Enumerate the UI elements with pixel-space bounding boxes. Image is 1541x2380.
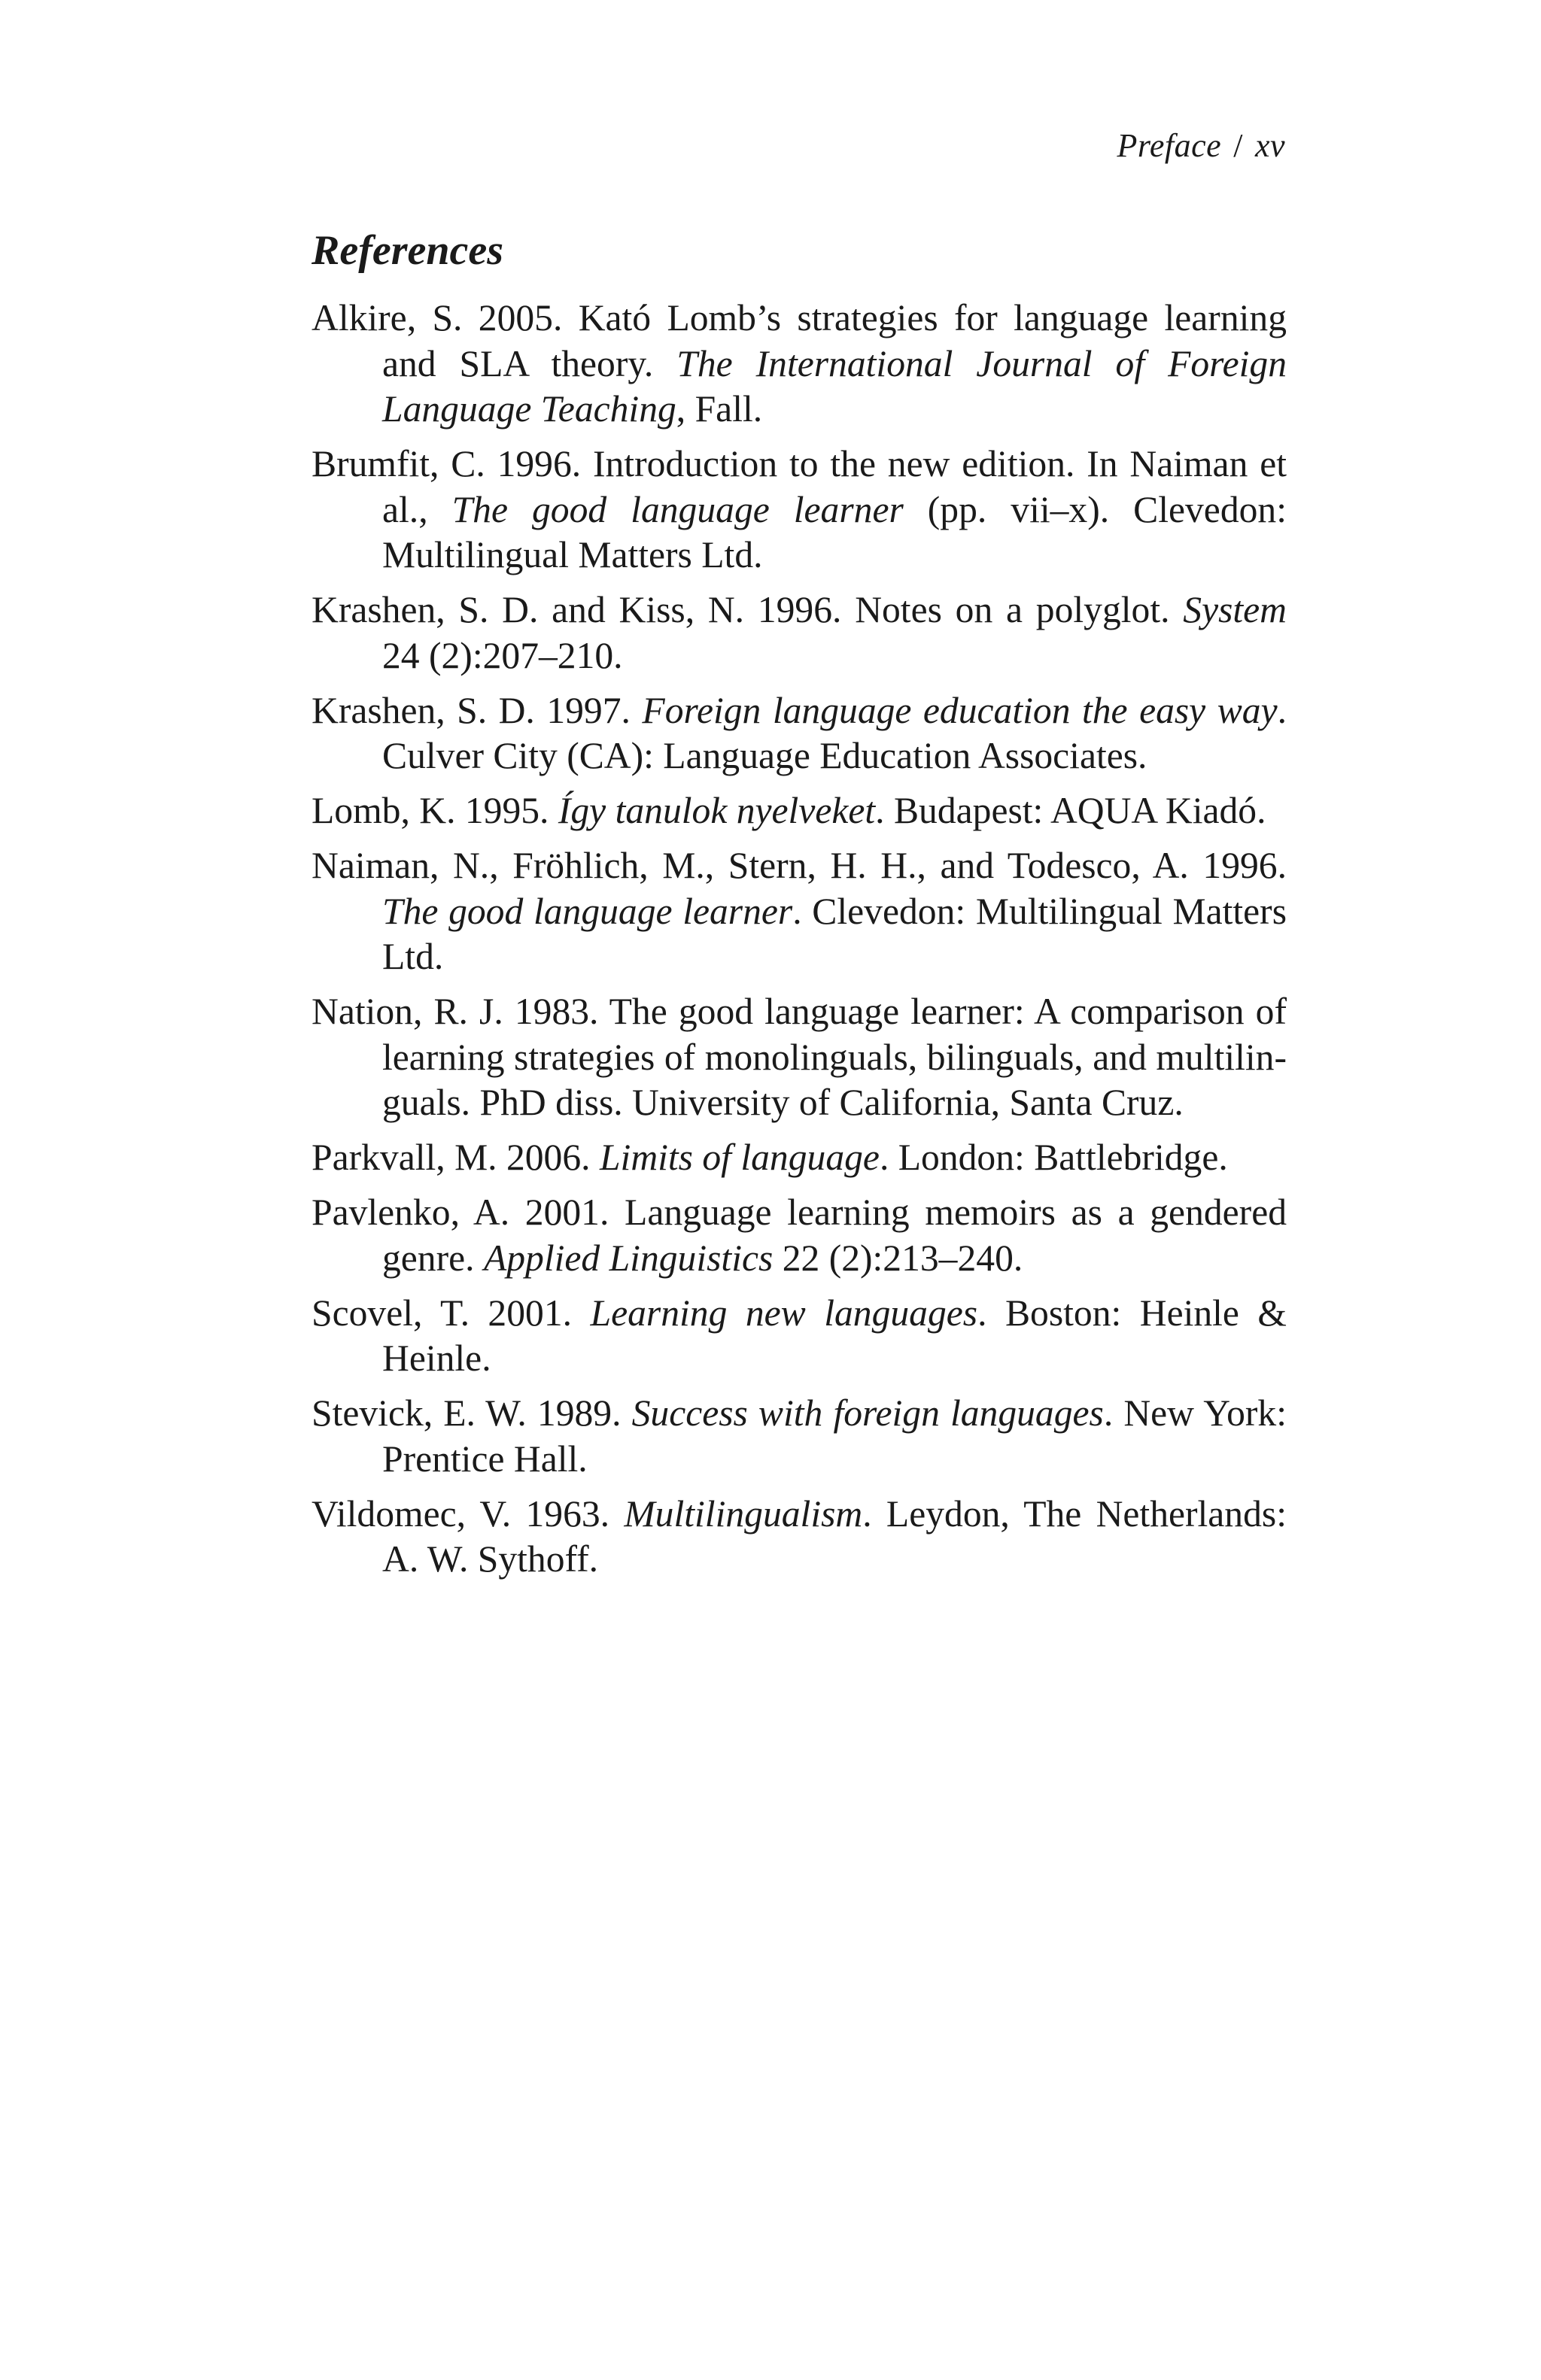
reference-text: Lomb, K. 1995. <box>312 790 558 832</box>
reference-entry <box>312 1135 1287 1181</box>
reference-text: . Culver City (CA): Language Education Associates. <box>382 689 1287 777</box>
references-section <box>312 226 1287 1592</box>
reference-title-italic: The good language learner <box>451 488 904 530</box>
running-head-separator: / <box>1233 127 1243 164</box>
reference-entry <box>312 1291 1287 1382</box>
reference-text: Nation, R. J. 1983. The good language learner: A comparison of learning strategies of monolinguals, bilinguals, and multilin-guals. PhD diss. University of California, Santa Cruz. <box>312 991 1287 1124</box>
reference-entry <box>312 843 1287 980</box>
reference-entry <box>312 442 1287 578</box>
reference-text: Pavlenko, A. 2001. Language learning memoirs as a gendered genre. <box>312 1192 1287 1279</box>
reference-title-italic: Multilingualism <box>624 1492 863 1535</box>
reference-title-italic: Így tanulok nyelveket <box>558 790 876 832</box>
reference-text: (pp. vii–x). Clevedon: Multilingual Matters Ltd. <box>382 488 1287 576</box>
reference-text: Scovel, T. 2001. <box>312 1292 591 1334</box>
reference-title-italic: Success with foreign languages <box>631 1392 1104 1434</box>
reference-title-italic: The good language learner <box>382 890 793 932</box>
reference-text: . London: Battlebridge. <box>879 1137 1228 1179</box>
section-title: References <box>312 227 504 274</box>
page-number: xv <box>1254 127 1285 164</box>
running-head <box>1117 126 1285 165</box>
running-head-section: Preface <box>1117 127 1222 164</box>
reference-entry <box>312 989 1287 1126</box>
reference-entry <box>312 688 1287 779</box>
reference-title-italic: Foreign language education the easy way <box>642 689 1278 731</box>
reference-entry <box>312 587 1287 678</box>
reference-text: Krashen, S. D. and Kiss, N. 1996. Notes on a polyglot. <box>312 589 1184 631</box>
reference-title-italic: System <box>1183 589 1287 631</box>
reference-entry <box>312 1492 1287 1583</box>
reference-text: . Budapest: AQUA Kiadó. <box>875 790 1266 832</box>
reference-text: Krashen, S. D. 1997. <box>312 689 643 731</box>
reference-title-italic: The International Journal of Foreign Language Teaching <box>382 342 1287 430</box>
reference-entry <box>312 1190 1287 1281</box>
reference-text: Brumfit, C. 1996. Introduction to the new edition. In Naiman et al., <box>312 443 1287 530</box>
reference-entry <box>312 788 1287 834</box>
reference-list <box>312 296 1287 1583</box>
reference-text: Naiman, N., Fröhlich, M., Stern, H. H., and Todesco, A. 1996. <box>312 845 1287 887</box>
reference-text: Vildomec, V. 1963. <box>312 1492 625 1535</box>
reference-title-italic: Applied Linguistics <box>483 1237 774 1279</box>
reference-title-italic: Limits of language <box>599 1137 880 1179</box>
reference-entry <box>312 1391 1287 1482</box>
reference-text: Stevick, E. W. 1989. <box>312 1392 632 1434</box>
reference-text: . Boston: Heinle & Heinle. <box>382 1292 1287 1380</box>
reference-text: , Fall. <box>676 388 763 430</box>
reference-entry <box>312 296 1287 433</box>
reference-title-italic: Learning new languages <box>590 1292 978 1334</box>
reference-text: Parkvall, M. 2006. <box>312 1137 600 1179</box>
reference-text: . New York: Prentice Hall. <box>382 1392 1287 1480</box>
reference-text: . Clevedon: Multilingual Matters Ltd. <box>382 890 1287 978</box>
reference-text: 22 (2):213–240. <box>773 1237 1023 1279</box>
reference-text: 24 (2):207–210. <box>382 634 623 676</box>
reference-text: . Leydon, The Netherlands: A. W. Sythoff. <box>382 1492 1287 1580</box>
reference-text: Alkire, S. 2005. Kató Lomb’s strategies for language learning and SLA theory. <box>312 297 1287 384</box>
